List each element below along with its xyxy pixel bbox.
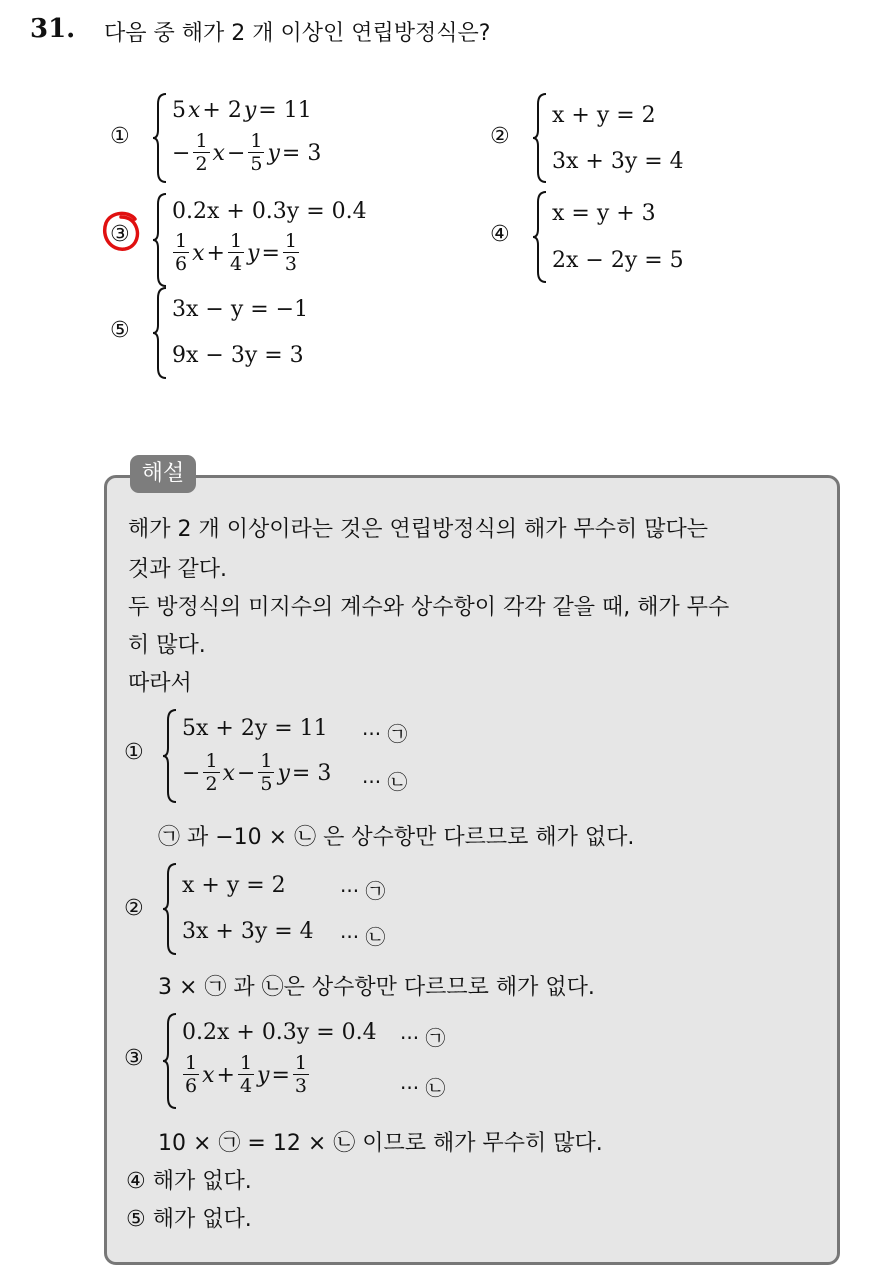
solution-1-mark: ① [124, 740, 144, 765]
solution-2-tag-1: ··· ㉠ [340, 879, 386, 903]
choice-4-eq1: x = y + 3 [552, 201, 656, 226]
choice-5-mark[interactable]: ⑤ [110, 318, 130, 343]
solution-3-eq2: $\frac{1}{6}$ x + $\frac{1}{4}$ y = $\frac{1}{3}$ [185, 1052, 308, 1097]
solution-2-note: 3 × ㉠ 과 ㉡은 상수항만 다르므로 해가 없다. [158, 975, 595, 1000]
choice-3-mark[interactable]: ③ [110, 222, 130, 247]
choice-1-mark[interactable]: ① [110, 124, 130, 149]
solution-2-brace [162, 862, 178, 956]
choice-3-brace [152, 192, 168, 288]
choice-5-brace [152, 286, 168, 380]
solution-2-tag-2: ··· ㉡ [340, 925, 386, 949]
question-number: 31. [30, 14, 76, 44]
solution-1-note: ㉠ 과 −10 × ㉡ 은 상수항만 다르므로 해가 없다. [158, 825, 635, 850]
solution-1-tag-1: ··· ㉠ [362, 722, 408, 746]
choice-1-eq1: 5 x + 2 y = 11 [172, 98, 312, 123]
choice-4-eq2: 2x − 2y = 5 [552, 248, 684, 273]
choice-4-mark[interactable]: ④ [490, 222, 510, 247]
solution-line-3: 따라서 [128, 671, 192, 696]
solution-1-eq2: − $\frac{1}{2}$ x − $\frac{1}{5}$ y = 3 [182, 750, 332, 795]
choice-3-eq1: 0.2x + 0.3y = 0.4 [172, 199, 367, 224]
solution-2-eq2: 3x + 3y = 4 [182, 919, 314, 944]
solution-1-brace [162, 708, 178, 804]
choice-2-brace [532, 92, 548, 184]
solution-4-line: ④ 해가 없다. [126, 1169, 252, 1194]
solution-line-1b: 것과 같다. [128, 557, 227, 582]
choice-1-brace [152, 92, 168, 184]
choice-4-brace [532, 190, 548, 284]
solution-3-eq1: 0.2x + 0.3y = 0.4 [182, 1020, 377, 1045]
choice-2-mark[interactable]: ② [490, 124, 510, 149]
solution-3-mark: ③ [124, 1046, 144, 1071]
choice-2-eq1: x + y = 2 [552, 103, 656, 128]
choice-1-eq2: − $\frac{1}{2}$ x − $\frac{1}{5}$ y = 3 [172, 130, 322, 175]
solution-1-tag-2: ··· ㉡ [362, 770, 408, 794]
choice-2-eq2: 3x + 3y = 4 [552, 149, 684, 174]
solution-line-1a: 해가 2 개 이상이라는 것은 연립방정식의 해가 무수히 많다는 [128, 517, 708, 542]
solution-2-eq1: x + y = 2 [182, 873, 286, 898]
solution-2-mark: ② [124, 896, 144, 921]
choice-5-eq1: 3x − y = −1 [172, 297, 309, 322]
solution-3-brace [162, 1012, 178, 1110]
solution-1-eq1: 5x + 2y = 11 [182, 716, 328, 741]
solution-tag: 해설 [130, 455, 196, 493]
solution-line-2a: 두 방정식의 미지수의 계수와 상수항이 각각 같을 때, 해가 무수 [128, 595, 730, 620]
solution-3-note: 10 × ㉠ = 12 × ㉡ 이므로 해가 무수히 많다. [158, 1131, 603, 1156]
solution-3-tag-1: ··· ㉠ [400, 1026, 446, 1050]
question-text: 다음 중 해가 2 개 이상인 연립방정식은? [104, 21, 491, 46]
solution-3-tag-2: ··· ㉡ [400, 1076, 446, 1100]
solution-5-line: ⑤ 해가 없다. [126, 1207, 252, 1232]
choice-5-eq2: 9x − 3y = 3 [172, 343, 304, 368]
solution-line-2b: 히 많다. [128, 633, 206, 658]
choice-3-eq2: $\frac{1}{6}$ x + $\frac{1}{4}$ y = $\frac{1}{3}$ [175, 230, 298, 275]
